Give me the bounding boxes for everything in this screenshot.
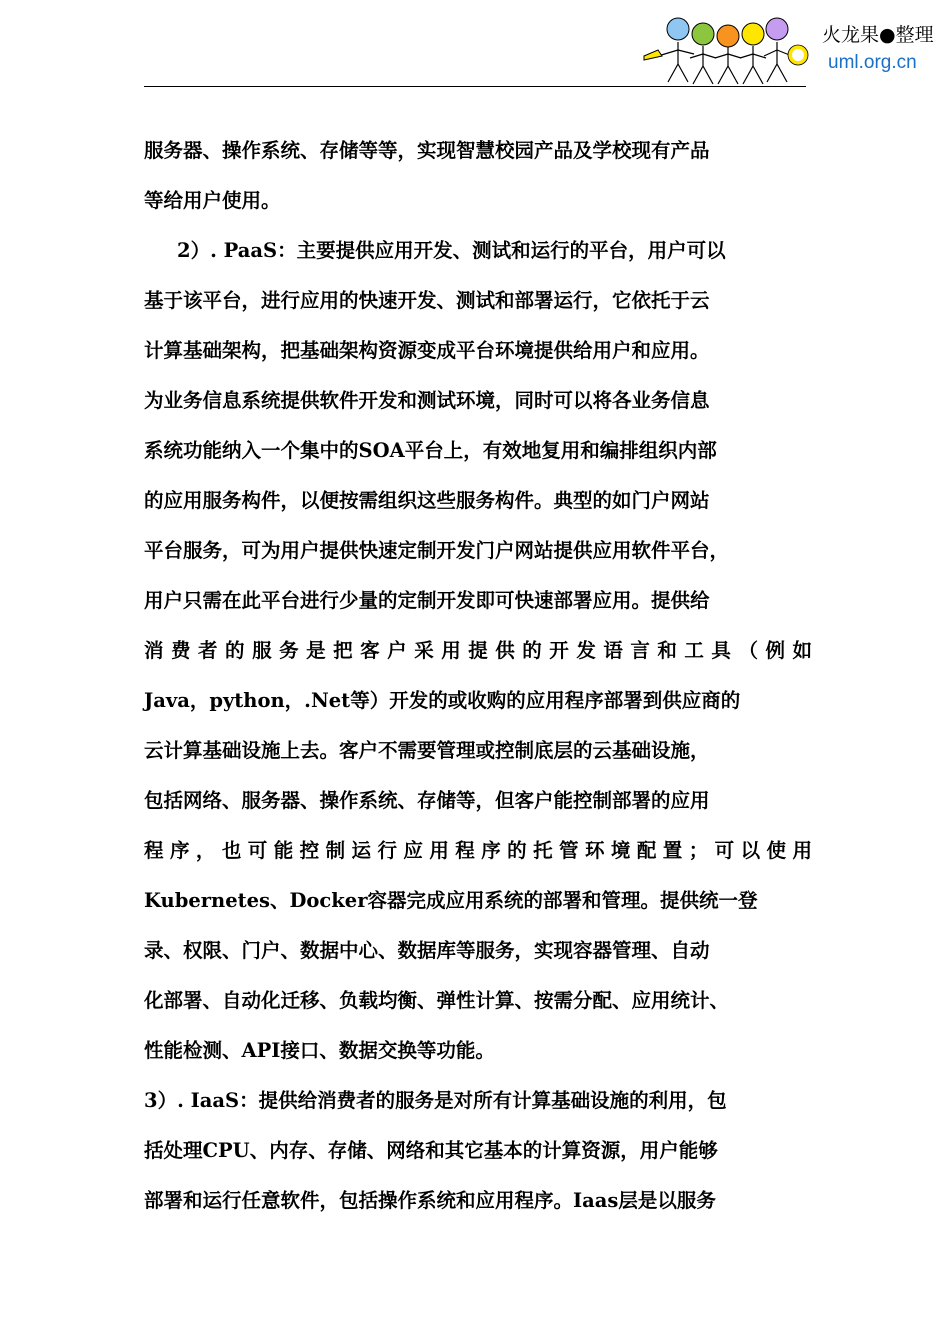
text-line: 云计算基础设施上去。客户不需要管理或控制底层的云基础设施，: [144, 739, 710, 762]
text-line: 程序，也可能控制运行应用程序的托管环境配置；可以使用: [144, 839, 812, 862]
blue-head-icon: [667, 18, 689, 40]
iaas-heading-line: 3）. IaaS：提供给消费者的服务是对所有计算基础设施的利用，包: [144, 1089, 727, 1112]
brand-name: 火龙果●整理: [822, 24, 934, 46]
body-text: [144, 126, 812, 1226]
text-line: 的应用服务构件，以便按需组织这些服务构件。典型的如门户网站: [144, 489, 710, 512]
yellow-head-icon: [742, 23, 764, 45]
purple-head-icon: [766, 18, 788, 40]
text-line: 括处理CPU、内存、存储、网络和其它基本的计算资源，用户能够: [144, 1139, 718, 1162]
text-line: 包括网络、服务器、操作系统、存储等，但客户能控制部署的应用: [144, 789, 710, 812]
text-line: 计算基础架构，把基础架构资源变成平台环境提供给用户和应用。: [144, 339, 710, 362]
green-head-icon: [692, 23, 714, 45]
text-line: 化部署、自动化迁移、负载均衡、弹性计算、按需分配、应用统计、: [144, 989, 730, 1012]
text-line: 性能检测、API接口、数据交换等功能。: [144, 1039, 495, 1062]
ring-icon: [790, 47, 806, 63]
orange-head-icon: [717, 25, 739, 47]
brand-url: uml.org.cn: [828, 52, 917, 73]
text-line: 为业务信息系统提供软件开发和测试环境，同时可以将各业务信息: [144, 389, 710, 412]
text-line: Kubernetes、Docker容器完成应用系统的部署和管理。提供统一登: [144, 889, 758, 912]
text-line: 用户只需在此平台进行少量的定制开发即可快速部署应用。提供给: [144, 589, 710, 612]
text-line: 系统功能纳入一个集中的SOA平台上，有效地复用和编排组织内部: [144, 439, 717, 462]
text-line: 基于该平台，进行应用的快速开发、测试和部署运行，它依托于云: [144, 289, 710, 312]
text-line: 部署和运行任意软件，包括操作系统和应用程序。Iaas层是以服务: [144, 1189, 716, 1212]
text-line: 平台服务，可为用户提供快速定制开发门户网站提供应用软件平台，: [144, 539, 730, 562]
flag-icon: [644, 50, 662, 60]
stick-figures-logo: [636, 12, 816, 86]
text-line: 等给用户使用。: [144, 189, 281, 212]
header-divider: [144, 86, 806, 87]
text-line: Java，python，.Net等）开发的或收购的应用程序部署到供应商的: [144, 689, 741, 712]
text-line: 消费者的服务是把客户采用提供的开发语言和工具（例如: [144, 639, 812, 662]
paas-heading-line: 2）. PaaS：主要提供应用开发、测试和运行的平台，用户可以: [177, 239, 726, 262]
text-line: 服务器、操作系统、存储等等，实现智慧校园产品及学校现有产品: [144, 139, 710, 162]
text-line: 录、权限、门户、数据中心、数据库等服务，实现容器管理、自动: [144, 939, 710, 962]
